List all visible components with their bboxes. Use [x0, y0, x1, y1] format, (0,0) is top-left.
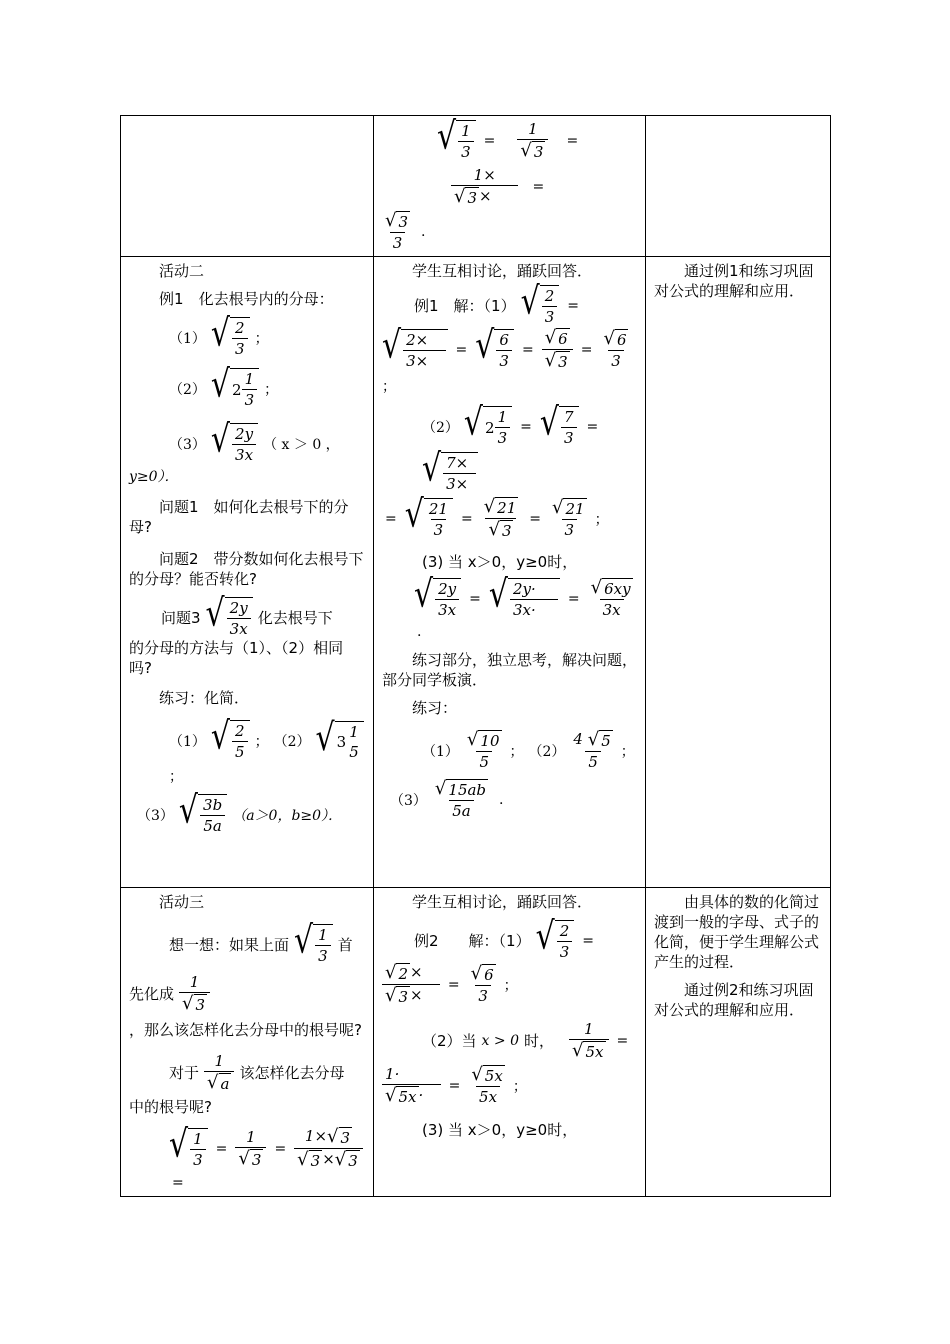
cell-r2-mid — [374, 257, 646, 888]
question-1: 问题1 如何化去根号下的分母? — [129, 498, 349, 536]
table-row — [121, 116, 831, 257]
table-row — [121, 257, 831, 888]
cell-r2-left — [121, 257, 374, 888]
purpose-note: 通过例2和练习巩固对公式的理解和应用． — [654, 981, 814, 1019]
example-title: 例1 化去根号内的分母： — [159, 290, 334, 308]
lesson-table — [120, 115, 831, 1197]
item-1: （1） √ $\frac{2}{3}$ ； — [169, 311, 269, 358]
question-3-rest: 的分母的方法与（1）、（2）相同吗? — [129, 639, 344, 677]
cell-r1-right — [646, 116, 831, 257]
practice-answers: （1） √ 10 5 ； （2） 4 √ 5 5 ； — [422, 729, 635, 771]
cell-r1-left — [121, 116, 374, 257]
mid-intro: 学生互相讨论，踊跃回答． — [412, 893, 593, 911]
equation-row: = √ $\frac{21}{3}$ = √ 21 √ 3 = √ 21 3 ； — [385, 492, 609, 540]
question-3: 问题3 √ $\frac{2y}{3x}$ 化去根号下 — [161, 591, 333, 638]
purpose-note: 由具体的数的化简过渡到一般的字母、式子的化简，便于学生理解公式产生的过程． — [654, 893, 820, 971]
practice-note: 练习部分，独立思考，解决问题，部分同学板演． — [382, 651, 638, 689]
cell-r2-right — [646, 257, 831, 888]
practice-heading: 练习：化简． — [159, 689, 250, 707]
practice-items: （1） √ $\frac{2}{5}$ ； （2） √ 3 1 5 ； — [169, 720, 365, 786]
cell-r3-left — [121, 888, 374, 1197]
activity-heading: 活动二 — [159, 262, 205, 280]
example-2-line: 例2 解：（1） √ $\frac{2}{3}$ = — [414, 914, 594, 961]
equation-row: √ 2 × √ 3 × = √ 6 3 ； — [382, 963, 637, 1006]
cell-r1-mid — [374, 116, 646, 257]
item-2: （2） √ 2 $\frac{1}{3}$ ； — [169, 362, 279, 409]
for-line: 对于 1 √ a 该怎样化去分母 — [169, 1052, 345, 1093]
equation-row: √ $\frac{2y}{3x}$ = √ $\frac{2y\cdot}{3x\cdot}$ = √ 6xy 3x . — [414, 572, 631, 640]
condition-line: (3) 当 x＞0，y≥0时， — [422, 553, 578, 571]
purpose-note: 通过例1和练习巩固对公式的理解和应用． — [654, 262, 814, 300]
example-1-line: 例1 解：（1） √ $\frac{2}{3}$ = — [414, 279, 579, 326]
question-2: 问题2 带分数如何化去根号下的分母？能否转化? — [129, 550, 364, 588]
condition-line: (3) 当 x＞0，y≥0时， — [422, 1121, 578, 1139]
activity-heading: 活动三 — [159, 893, 205, 911]
item-3-cond: y≥0）． — [129, 469, 179, 485]
think-line: 想一想：如果上面 √ $\frac{1}{3}$ 首 — [169, 918, 353, 965]
cell-r3-right — [646, 888, 831, 1197]
mid-intro: 学生互相讨论，踊跃回答． — [412, 262, 593, 280]
condition-line: （2）当 x > 0 时， 1 √ 5x = — [422, 1020, 629, 1061]
practice-answer-3: （3） √ 15ab 5a . — [390, 778, 504, 820]
radical: √ $\frac{1}{3}$ — [437, 120, 476, 161]
equation-row: √ 3 3 . — [385, 210, 426, 252]
item-3: （3） √ $\frac{2y}{3x}$ （ x ＞ 0 ， — [169, 417, 340, 464]
equation-row: √ $\frac{2\times}{3\times}$ = √ $\frac{6}{3}$ = √ 6 √ 3 = √ 6 3 ； — [382, 323, 627, 395]
for-line-2: 中的根号呢? — [129, 1098, 212, 1116]
practice-label: 练习： — [412, 699, 458, 717]
cell-r3-mid — [374, 888, 646, 1197]
table-row — [121, 888, 831, 1197]
equation-row: （2） √ 2 $\frac{1}{3}$ = √ $\frac{7}{3}$ = √ $\frac{7\times}{3\times}$ — [422, 400, 599, 493]
equation-row: 1· √ 5x · = √ 5x 5x ； — [382, 1065, 637, 1106]
practice-item-3: （3） √ $\frac{3b}{5a}$ （a＞0，b≥0）． — [137, 788, 343, 835]
equation-row: √ $\frac{1}{3}$ = 1 √ 3 = 1× √ 3 × = — [437, 114, 579, 207]
equation-row: √ $\frac{1}{3}$ = 1 √ 3 = 1× √ 3 √ 3 × √ 3 = — [169, 1127, 365, 1191]
think-line-2: 先化成 1 √ 3 ，那么该怎样化去分母中的根号呢? — [129, 973, 362, 1039]
